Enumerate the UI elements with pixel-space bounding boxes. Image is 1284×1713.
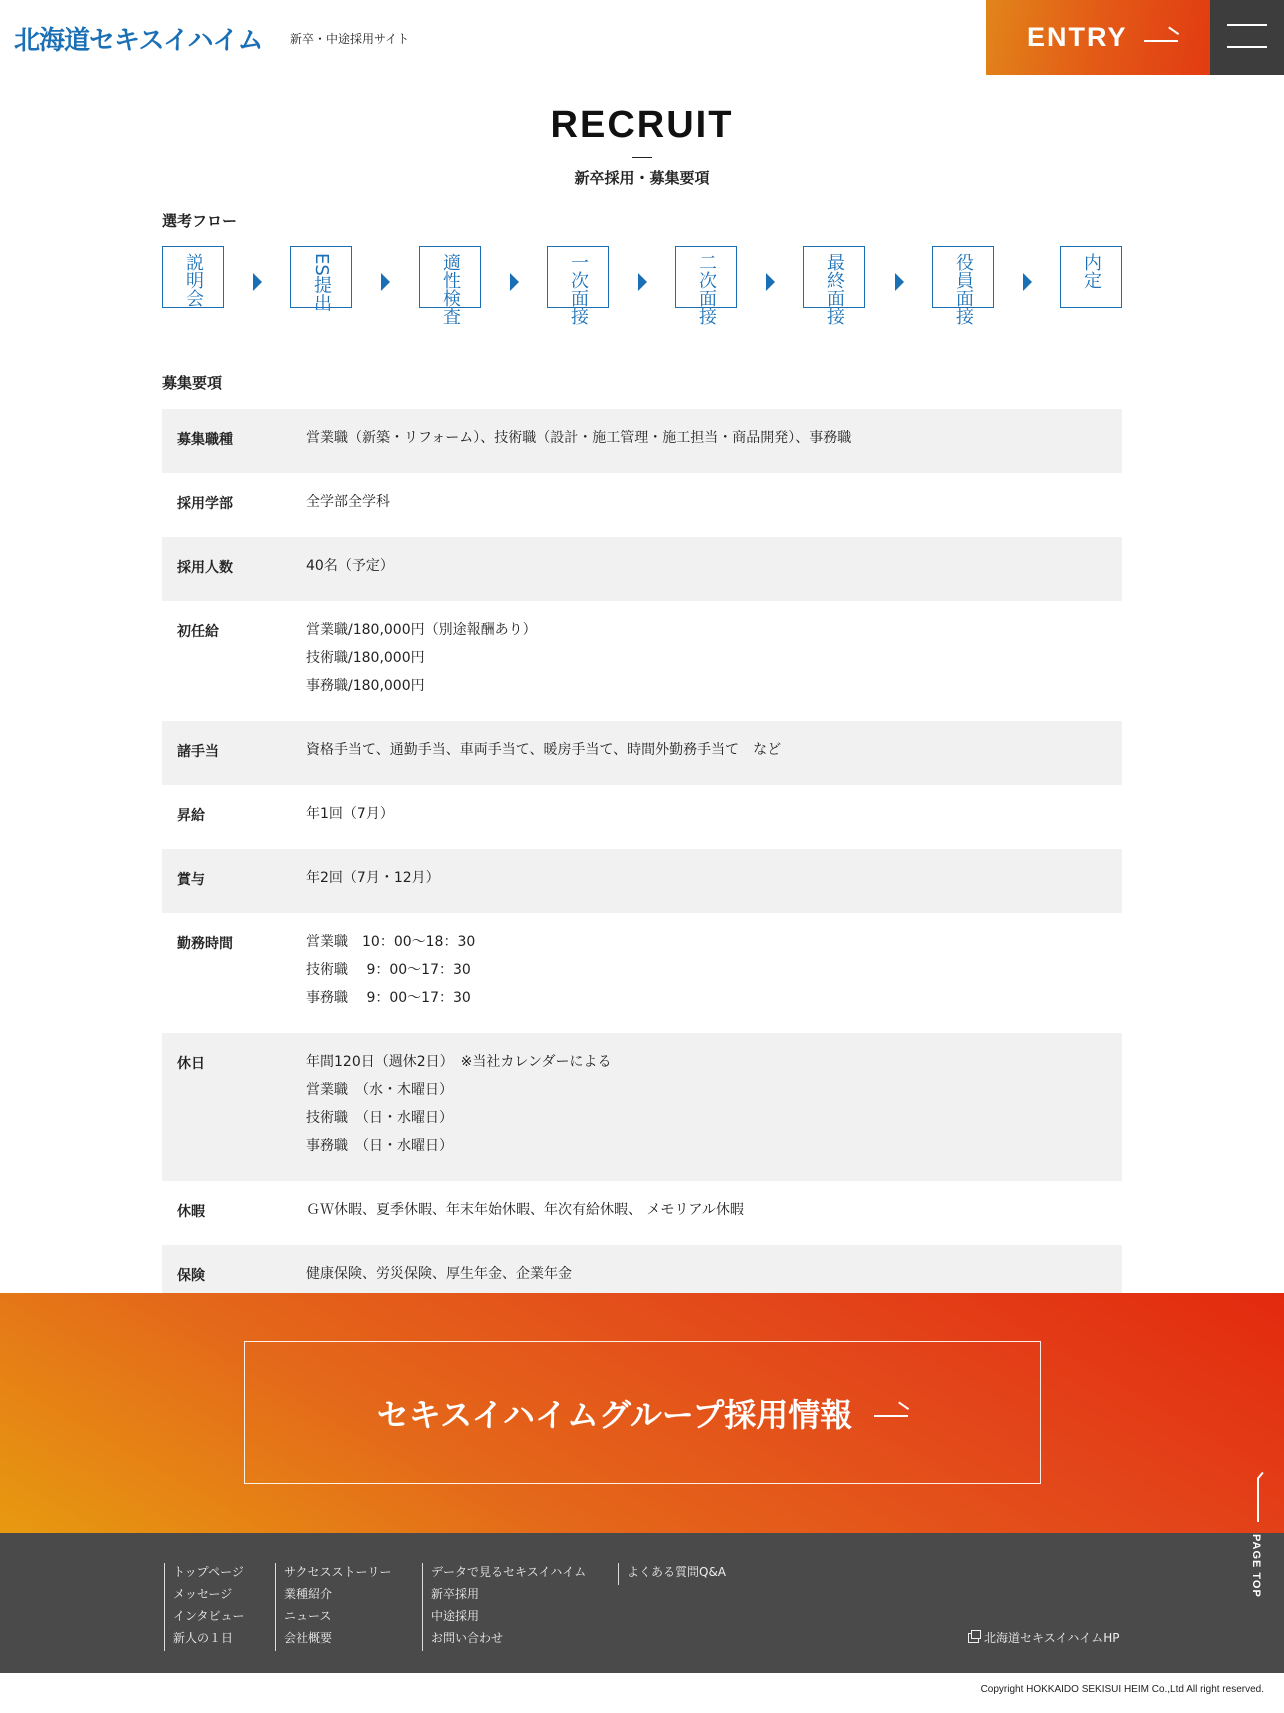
page-top-button[interactable] <box>1246 1478 1270 1614</box>
row-label: 採用学部 <box>177 496 233 512</box>
menu-line-icon <box>1227 46 1267 48</box>
flow-step: 役員面接 <box>932 246 994 308</box>
footer-link[interactable]: データで見るセキスイハイム <box>431 1565 587 1579</box>
group-recruit-banner <box>0 1293 1284 1533</box>
row-label: 昇給 <box>177 808 205 824</box>
row-label: 諸手当 <box>177 744 219 760</box>
row-label: 初任給 <box>177 624 219 640</box>
arrow-right-icon <box>874 1406 908 1420</box>
row-value: 技術職/180,000円 <box>306 650 425 666</box>
external-link-icon <box>968 1633 979 1643</box>
entry-label: ENTRY <box>1027 22 1128 52</box>
footer-link[interactable]: インタビュー <box>173 1609 245 1623</box>
row-value: 事務職 9：00〜17：30 <box>306 990 471 1006</box>
footer-link[interactable]: トップページ <box>173 1565 244 1579</box>
row-value: 技術職 9：00～17：30 <box>306 962 471 978</box>
triangle-right-icon <box>253 273 262 291</box>
footer-link[interactable]: 業種紹介 <box>284 1587 333 1601</box>
triangle-right-icon <box>638 273 647 291</box>
footer-link[interactable]: サクセスストーリー <box>284 1565 392 1579</box>
footer-link[interactable]: 会社概要 <box>284 1631 333 1645</box>
title-divider <box>632 157 652 158</box>
row-value: 全学部全学科 <box>306 494 390 510</box>
table-row <box>162 785 1122 849</box>
row-value: 40名（予定） <box>306 558 394 574</box>
flow-step: 二次面接 <box>675 246 737 308</box>
triangle-right-icon <box>381 273 390 291</box>
menu-line-icon <box>1227 24 1267 26</box>
hamburger-menu-button[interactable] <box>1210 0 1284 75</box>
row-label: 勤務時間 <box>177 936 233 952</box>
footer-link[interactable]: メッセージ <box>173 1587 233 1601</box>
site-footer <box>0 1533 1284 1673</box>
arrow-right-icon <box>1144 32 1178 44</box>
footer-link[interactable]: 新人の１日 <box>173 1631 234 1645</box>
page-title: RECRUIT <box>550 104 734 146</box>
flow-step: 最終面接 <box>803 246 865 308</box>
footer-link[interactable]: お問い合わせ <box>431 1631 504 1645</box>
row-label: 募集職種 <box>177 432 233 448</box>
footer-nav-col <box>164 1563 245 1651</box>
row-label: 賞与 <box>177 872 205 888</box>
site-header <box>0 0 1284 75</box>
row-label: 保険 <box>177 1268 205 1284</box>
flow-step: ES提出 <box>290 246 352 308</box>
row-value: 事務職/180,000円 <box>306 678 425 694</box>
footer-nav-col <box>422 1563 586 1651</box>
row-label: 採用人数 <box>177 560 233 576</box>
site-subtitle: 新卒・中途採用サイト <box>290 32 410 46</box>
triangle-right-icon <box>895 273 904 291</box>
row-label: 休日 <box>177 1056 205 1072</box>
footer-link[interactable]: ニュース <box>284 1609 332 1623</box>
row-value: 健康保険、労災保険、厚生年金、企業年金 <box>306 1266 572 1282</box>
table-row <box>162 537 1122 601</box>
flow-step: 適性検査 <box>419 246 481 308</box>
selection-flow <box>162 246 1122 336</box>
arrow-up-icon <box>1257 1478 1259 1522</box>
footer-link[interactable]: 新卒採用 <box>431 1587 480 1601</box>
group-recruit-label: セキスイハイムグループ採用情報 <box>376 1395 853 1434</box>
row-value: 年間120日（週休2日） ※当社カレンダーによる <box>306 1054 612 1070</box>
row-label: 休暇 <box>177 1204 205 1220</box>
table-row <box>162 1181 1122 1245</box>
row-value: 技術職 （日・水曜日） <box>306 1110 453 1126</box>
table-row <box>162 473 1122 537</box>
row-value: 事務職 （日・水曜日） <box>306 1138 453 1154</box>
row-value: 年2回（7月・12月） <box>306 870 440 886</box>
triangle-right-icon <box>510 273 519 291</box>
triangle-right-icon <box>1023 273 1032 291</box>
footer-link[interactable]: よくある質問Q&A <box>627 1565 727 1579</box>
company-hp-label: 北海道セキスイハイムHP <box>984 1631 1120 1645</box>
flow-step: 一次面接 <box>547 246 609 308</box>
row-value: ＧＷ休暇、夏季休暇、年末年始休暇、年次有給休暇、 メモリアル休暇 <box>306 1202 744 1218</box>
row-value: 営業職 10：00～18：30 <box>306 934 476 950</box>
copyright: Copyright HOKKAIDO SEKISUI HEIM Co.,Ltd All right reserved. <box>980 1684 1264 1695</box>
page-subtitle: 新卒採用・募集要項 <box>574 169 710 187</box>
row-value: 年1回（7月） <box>306 806 394 822</box>
row-value: 資格手当て、通勤手当、車両手当て、暖房手当て、時間外勤務手当て など <box>306 742 782 758</box>
requirements-table <box>162 409 1122 1309</box>
table-row <box>162 913 1122 1033</box>
table-row <box>162 721 1122 785</box>
triangle-right-icon <box>766 273 775 291</box>
flow-step: 内定 <box>1060 246 1122 308</box>
flow-step: 説明会 <box>162 246 224 308</box>
footer-nav-col <box>618 1563 726 1585</box>
row-value: 営業職/180,000円（別途報酬あり） <box>306 622 537 638</box>
footer-nav-col <box>275 1563 392 1651</box>
table-row <box>162 409 1122 473</box>
flow-heading: 選考フロー <box>162 212 238 230</box>
requirements-heading: 募集要項 <box>162 374 223 392</box>
entry-button[interactable] <box>986 0 1210 75</box>
footer-link[interactable]: 中途採用 <box>431 1609 480 1623</box>
table-row <box>162 601 1122 721</box>
table-row <box>162 849 1122 913</box>
logo[interactable]: 北海道セキスイハイム <box>14 26 263 56</box>
row-value: 営業職 （水・木曜日） <box>306 1082 453 1098</box>
table-row <box>162 1033 1122 1181</box>
company-hp-link[interactable] <box>968 1629 1120 1646</box>
row-value: 営業職（新築・リフォーム）、技術職（設計・施工管理・施工担当・商品開発）、事務職 <box>306 430 852 446</box>
page-top-label: PAGE TOP <box>1250 1534 1262 1598</box>
group-recruit-link[interactable] <box>244 1341 1041 1484</box>
